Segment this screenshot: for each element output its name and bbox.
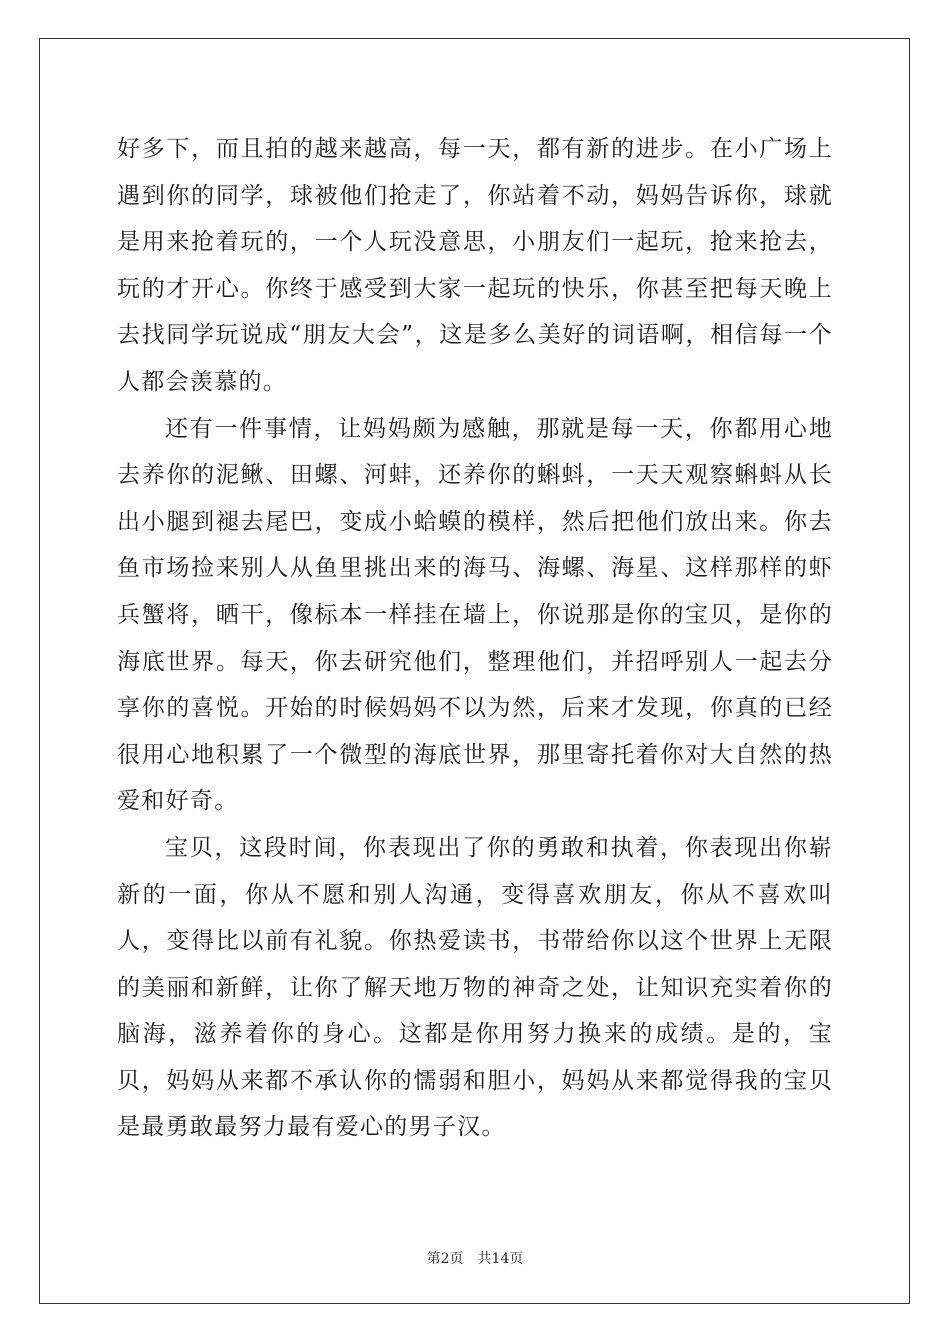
page-total: 共14页	[477, 1251, 524, 1267]
paragraph-3: 宝贝，这段时间，你表现出了你的勇敢和执着，你表现出你崭新的一面，你从不愿和别人沟通，变得喜欢朋友，你从不喜欢叫人，变得比以前有礼貌。你热爱读书，书带给你以这个世界上无限的美丽和新鲜，让你了解天地万物的神奇之处，让知识充实着你的脑海，滋养着你的身心。这都是你用努力换来的成绩。是的，宝贝，妈妈从来都不承认你的懦弱和胆小，妈妈从来都觉得我的宝贝是最勇敢最努力最有爱心的男子汉。	[117, 834, 833, 1141]
paragraph-2: 还有一件事情，让妈妈颇为感触，那就是每一天，你都用心地去养你的泥鳅、田螺、河蚌，还养你的蝌蚪，一天天观察蝌蚪从长出小腿到褪去尾巴，变成小蛤蟆的模样，然后把他们放出来。你去鱼市场捡来别人从鱼里挑出来的海马、海螺、海星、这样那样的虾兵蟹将，晒干，像标本一样挂在墙上，你说那是你的宝贝，是你的海底世界。每天，你去研究他们，整理他们，并招呼别人一起去分享你的喜悦。开始的时候妈妈不以为然，后来才发现，你真的已经很用心地积累了一个微型的海底世界，那里寄托着你对大自然的热爱和好奇。	[117, 415, 833, 815]
document-body	[117, 126, 833, 1151]
paragraph-1: 好多下，而且拍的越来越高，每一天，都有新的进步。在小广场上遇到你的同学，球被他们抢走了，你站着不动，妈妈告诉你，球就是用来抢着玩的，一个人玩没意思，小朋友们一起玩，抢来抢去，玩的才开心。你终于感受到大家一起玩的快乐，你甚至把每天晚上去找同学玩说成“朋友大会”，这是多么美好的词语啊，相信每一个人都会羡慕的。	[117, 136, 833, 395]
page-number: 第2页	[426, 1251, 464, 1267]
page-footer	[0, 1248, 950, 1268]
